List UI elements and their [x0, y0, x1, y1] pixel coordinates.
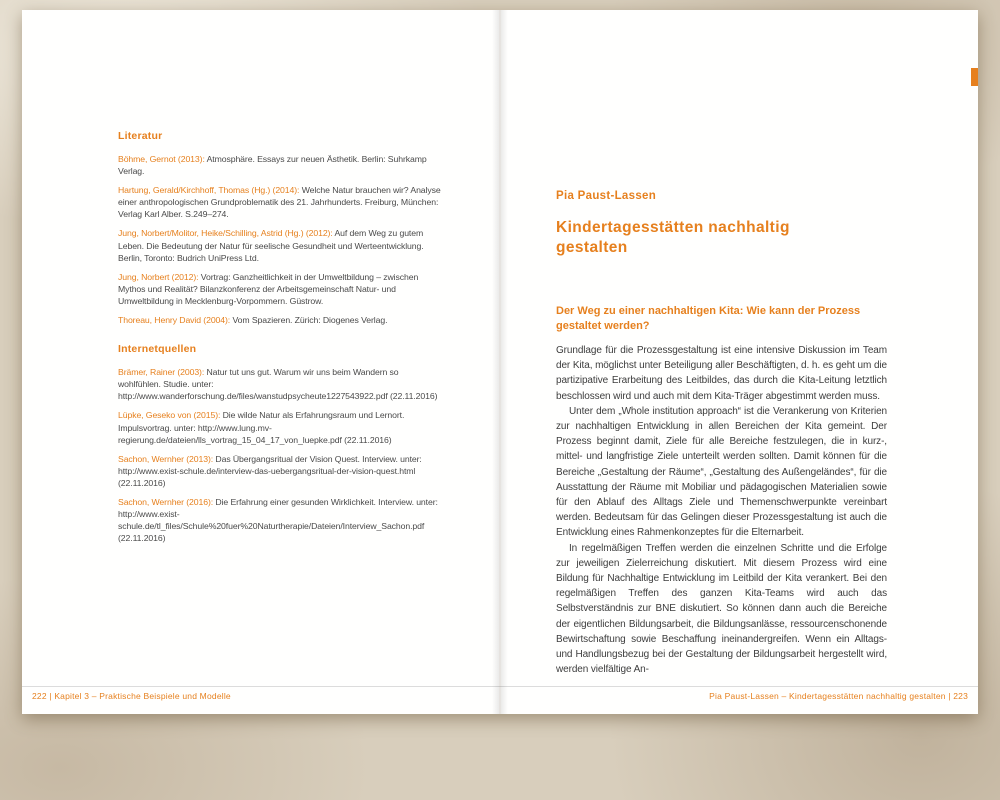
article-column — [556, 190, 887, 677]
reference-entry — [118, 496, 441, 544]
reference-entry — [118, 271, 441, 307]
reference-author-year: Böhme, Gernot (2013): — [118, 154, 205, 164]
article-author: Pia Paust-Lassen — [556, 190, 657, 202]
reference-text: Die Erfahrung einer gesunden Wirklichkeit. Interview. unter: http://www.exist-schule.de/tl_files/Schule%20fuer%20Naturtherapie/Dateien/Interview_Sachon.pdf (22.11.2016) — [118, 496, 438, 544]
article-subheading: Der Weg zu einer nachhaltigen Kita: Wie kann der Prozess gestaltet werden? — [556, 305, 861, 332]
reference-text: Vortrag: Ganzheitlichkeit in der Umweltbildung – zwischen Mythos und Realität? Bilanzkonferenz der Arbeitsgemeinschaft Natur- und Umweltbildung in Mecklenburg-Vorpommern. Güstrow. — [118, 271, 419, 306]
book-spread — [22, 10, 978, 714]
reference-text: Auf dem Weg zu gutem Leben. Die Bedeutung der Natur für seelische Gesundheit und Werteentwicklung. Berlin, Toronto: Budrich UniPress Ltd. — [118, 228, 424, 263]
reference-text: Vom Spazieren. Zürich: Diogenes Verlag. — [230, 315, 388, 326]
section-heading-internetquellen: Internetquellen — [118, 343, 197, 356]
reference-author-year: Sachon, Wernher (2016): — [118, 496, 214, 507]
article-paragraph: Unter dem „Whole institution approach“ ist die Verankerung von Kriterien zur nachhaltigen Entwicklung in allen Bereichen der Kita gemeint. Der Prozess beginnt damit, Ziele für alle Bereiche festzulegen, die in kurz-, mittel- und langfristige Ziele unterteilt werden sollten. Damit können für die Bereiche „Gestaltung der Räume“, „Gestaltung des Außengeländes“, für die Ausstattung der Räume mit Mobiliar und pädagogischen Materialien sowie für den Ablauf des Alltags Ziele und Themenschwerpunkte vereinbart werden. Bedeutsam für das Gelingen dieser Prozessgestaltung ist auch die Entwicklung eines Rahmenkonzeptes für die Elternarbeit. — [556, 405, 887, 539]
page-footer-left — [22, 686, 500, 701]
reference-text: Atmosphäre. Essays zur neuen Ästhetik. Berlin: Suhrkamp Verlag. — [118, 154, 427, 177]
references-column — [118, 130, 441, 551]
reference-entry — [118, 184, 441, 220]
footer-text-left: 222 | Kapitel 3 – Praktische Beispiele und Modelle — [32, 691, 231, 701]
reference-entry — [118, 453, 441, 489]
page-right — [500, 10, 978, 714]
article-paragraph: In regelmäßigen Treffen werden die einzelnen Schritte und die Erfolge zur jeweiligen Zielerreichung diskutiert. Mit diesem Prozess wird eine Bildung für Nachhaltige Entwicklung im Leitbild der Kita verankert. Bei den regelmäßigen Treffen des ganzen Kita-Teams wird auch das Selbstverständnis zur BNE diskutiert. So können dann auch die Bereiche der eigentlichen Bildungsarbeit, die Bildungsanlässe, ressourcenschonende Bewirtschaftung sowie Beschaffung ineinandergreifen. Wenn ein Alltags- und Handlungsbezug bei der Gestaltung der Bildungsarbeit hergestellt wird, werden vielfältige An- — [556, 542, 887, 676]
reference-entry — [118, 227, 441, 263]
chapter-edge-tab — [971, 68, 978, 86]
reference-text: Natur tut uns gut. Warum wir uns beim Wandern so wohlfühlen. Studie. unter: http://www.wanderforschung.de/files/wanstudpsycheute1227543922.pdf (22.11.2016) — [118, 367, 438, 402]
reference-author-year: Thoreau, Henry David (2004): — [118, 315, 231, 326]
reference-text: Die wilde Natur als Erfahrungsraum und Lernort. Impulsvortrag. unter: http://www.lung.mv-regierung.de/dateien/lls_vortrag_15_04_17_von_luepke.pdf (22.11.2016) — [118, 410, 405, 445]
reference-author-year: Jung, Norbert/Molitor, Heike/Schilling, Astrid (Hg.) (2012): — [118, 228, 333, 239]
reference-entry — [118, 314, 441, 326]
reference-author-year: Hartung, Gerald/Kirchhoff, Thomas (Hg.) (2014): — [118, 185, 300, 196]
reference-author-year: Sachon, Wernher (2013): — [118, 453, 214, 464]
literatur-list — [118, 153, 441, 326]
reference-text: Das Übergangsritual der Vision Quest. Interview. unter: http://www.exist-schule.de/interview-das-uebergangsritual-der-vision-quest.html (22.11.2016) — [118, 453, 422, 488]
footer-text-right: Pia Paust-Lassen – Kindertagesstätten nachhaltig gestalten | 223 — [709, 691, 968, 701]
section-heading-literatur: Literatur — [118, 130, 163, 142]
reference-author-year: Brämer, Rainer (2003): — [118, 367, 205, 378]
internetquellen-list — [118, 366, 441, 544]
article-body — [556, 343, 887, 677]
reference-author-year: Jung, Norbert (2012): — [118, 271, 199, 282]
reference-author-year: Lüpke, Geseko von (2015): — [118, 410, 221, 421]
article-paragraph: Grundlage für die Prozessgestaltung ist eine intensive Diskussion im Team der Kita, möglichst unter Beteiligung aller Beschäftigten, d. h. es geht um die partizipative Erarbeitung des Leitbildes, das durch die Kita-Leitung letztlich beschlossen wird und auch mit dem Kita-Träger abgestimmt werden muss. — [556, 345, 887, 402]
reference-entry — [118, 366, 441, 402]
reference-entry — [118, 409, 441, 445]
reference-text: Welche Natur brauchen wir? Analyse einer anthropologischen Grundproblematik des 21. Jahrhunderts. Freiburg, München: Verlag Karl Alber. S.249–274. — [118, 185, 441, 220]
page-left — [22, 10, 500, 714]
page-footer-right — [500, 686, 978, 701]
reference-entry — [118, 153, 441, 177]
article-title: Kindertagesstätten nachhaltig gestalten — [556, 219, 790, 256]
